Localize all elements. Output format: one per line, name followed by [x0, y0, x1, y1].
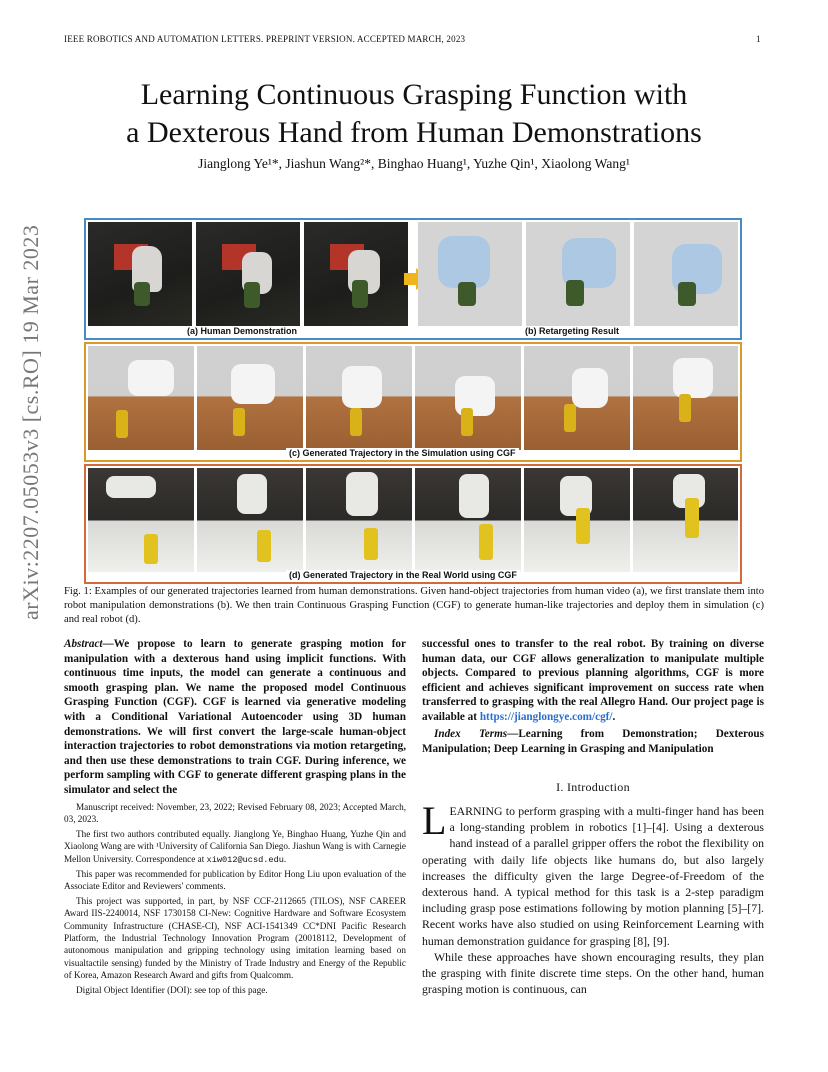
footnotes	[64, 801, 406, 996]
page-number: 1	[756, 34, 761, 44]
abstract-continued: successful ones to transfer to the real robot. By training on diverse human data, our CGF allows generalization to manipulate multiple objects. Compared to previous planning algorithms, CGF is more efficient and achieves significant improvement on success rate when transferred to grasping with the real Allegro Hand. Our project page is available at https://jianglongye.com/cgf/.	[422, 638, 764, 723]
introduction-body	[422, 798, 764, 997]
human-demo-image-1	[88, 222, 192, 326]
title-line-1: Learning Continuous Grasping Function with	[140, 78, 688, 111]
footnote-authors: The first two authors contributed equally. Jianglong Ye, Binghao Huang, Yuzhe Qin and Xiaolong Wang are with ¹University of California San Diego. Jiashun Wang is with Carnegie Mellon University. Correspondence at xiw012@ucsd.edu.	[64, 828, 406, 865]
footnote-funding: This project was supported, in part, by NSF CCF-2112665 (TILOS), NSF CAREER Award IIS-2240014, NSF 1730158 CI-New: Cognitive Hardware and Software Ecosystem Community Infrastructure (CHASE-CI), NSF ACI-1541349 CC*DNI Pacific Research Platform, the Industrial Technology Innovation Program (20018112, Development of autonomous manipulation and gripping technology using imitation learning based on visualtactile sensing) funded by the Ministry of Trade Industry and Energy of the Republic of Korea, Amazon Research Award and gifts from Qualcomm.	[64, 895, 406, 981]
real-robot-image-6	[633, 468, 738, 572]
section-heading-introduction: I. Introduction	[556, 780, 630, 794]
figure-caption: Fig. 1: Examples of our generated trajectories learned from human demonstrations. Given hand-object trajectories from human video (a), we first translate them into robot manipulation demonstrations (b). We then train Continuous Grasping Function (CGF) to generate human-like trajectories and deploy them in simulation (c) and real robot (d).	[64, 586, 764, 625]
title-line-2: a Dexterous Hand from Human Demonstrations	[126, 116, 702, 149]
label-retargeting-result: (b) Retargeting Result	[522, 326, 622, 336]
simulation-image-6	[633, 346, 738, 450]
label-simulation-trajectory: (c) Generated Trajectory in the Simulation using CGF	[286, 448, 519, 458]
figure-1	[84, 218, 742, 584]
real-robot-image-5	[524, 468, 630, 572]
intro-paragraph-2: While these approaches have shown encouraging results, they plan the grasping with finite discrete time steps. On the other hand, human grasping motion is continuous, can	[422, 949, 764, 997]
index-terms	[422, 727, 764, 756]
real-robot-image-4	[415, 468, 521, 572]
retarget-image-3	[634, 222, 738, 326]
human-demo-image-3	[304, 222, 408, 326]
abstract-label: Abstract	[64, 638, 103, 650]
simulation-image-2	[197, 346, 303, 450]
label-human-demonstration: (a) Human Demonstration	[184, 326, 300, 336]
correspondence-email[interactable]: xiw012@ucsd.edu	[206, 854, 284, 865]
simulation-strip	[88, 346, 738, 450]
abstract-text-right: successful ones to transfer to the real robot. By training on diverse human data, our CGF allows generalization to manipulate multiple objects. Compared to previous planning algorithms, CGF is more efficient and achieves significant improvement on success rate when transferred to grasping with the real Allegro Hand. Our project page is available at	[422, 638, 764, 723]
real-robot-image-2	[197, 468, 303, 572]
panel-c-frame	[84, 342, 742, 462]
abstract	[64, 637, 406, 798]
author-list: Jianglong Ye¹*, Jiashun Wang²*, Binghao Huang¹, Yuzhe Qin¹, Xiaolong Wang¹	[198, 156, 630, 171]
project-page-link[interactable]: https://jianglongye.com/cgf/	[479, 710, 613, 723]
real-robot-image-1	[88, 468, 194, 572]
panel-d-frame	[84, 464, 742, 584]
real-robot-strip	[88, 468, 738, 572]
simulation-image-5	[524, 346, 630, 450]
label-real-world-trajectory: (d) Generated Trajectory in the Real World using CGF	[286, 570, 520, 580]
footnote-editor: This paper was recommended for publication by Editor Hong Liu upon evaluation of the Associate Editor and Reviewers' comments.	[64, 869, 406, 892]
real-robot-image-3	[306, 468, 412, 572]
drop-cap: L	[422, 798, 447, 843]
paper-title	[60, 76, 768, 152]
index-terms-text: —Learning from Demonstration; Dexterous Manipulation; Deep Learning in Grasping and Manipulation	[422, 728, 764, 755]
footnote-received: Manuscript received: November, 23, 2022; Revised February 08, 2023; Accepted March, 03, 2023.	[64, 802, 406, 825]
human-demo-image-2	[196, 222, 300, 326]
simulation-image-4	[415, 346, 521, 450]
retarget-image-2	[526, 222, 630, 326]
simulation-image-3	[306, 346, 412, 450]
footnote-doi: Digital Object Identifier (DOI): see top of this page.	[76, 984, 268, 995]
intro-paragraph-1: LEARNING to perform grasping with a multi-finger hand has been a long-standing problem in robotics [1]–[4]. Using a dexterous hand instead of a parallel gripper offers the robot the flexibility on operating with daily life objects like humans do, but also largely increases the difficulty given the large Degree-of-Freedom of the dexterous hand. A typical method for this task is a 2-step paradigm including grasp pose estimations following by motion planning [5]–[7]. Recent works have also studied on using Reinforcement Learning with human demonstration guidance for grasping [8], [9].	[422, 798, 764, 948]
journal-header: IEEE ROBOTICS AND AUTOMATION LETTERS. PREPRINT VERSION. ACCEPTED MARCH, 2023	[64, 34, 466, 44]
simulation-image-1	[88, 346, 194, 450]
abstract-text-left: —We propose to learn to generate grasping motion for manipulation with a dexterous hand using implicit functions. With continuous time inputs, the model can generate a continuous and smooth grasping plan. We name the proposed model Continuous Grasping Function (CGF). CGF is learned via generative modeling with a Conditional Variational Autoencoder using 3D human demonstrations. We will first convert the large-scale human-object interaction trajectories to robot demonstrations via motion retargeting, and then use these demonstrations to train CGF. During inference, we perform sampling with CGF to generate different grasping plans in the simulator and select the	[64, 638, 406, 796]
arxiv-stamp[interactable]: arXiv:2207.05053v3 [cs.RO] 19 Mar 2023	[18, 224, 43, 620]
retarget-image-1	[418, 222, 522, 326]
index-terms-label: Index Terms	[434, 728, 508, 740]
panel-ab-frame	[84, 218, 742, 340]
